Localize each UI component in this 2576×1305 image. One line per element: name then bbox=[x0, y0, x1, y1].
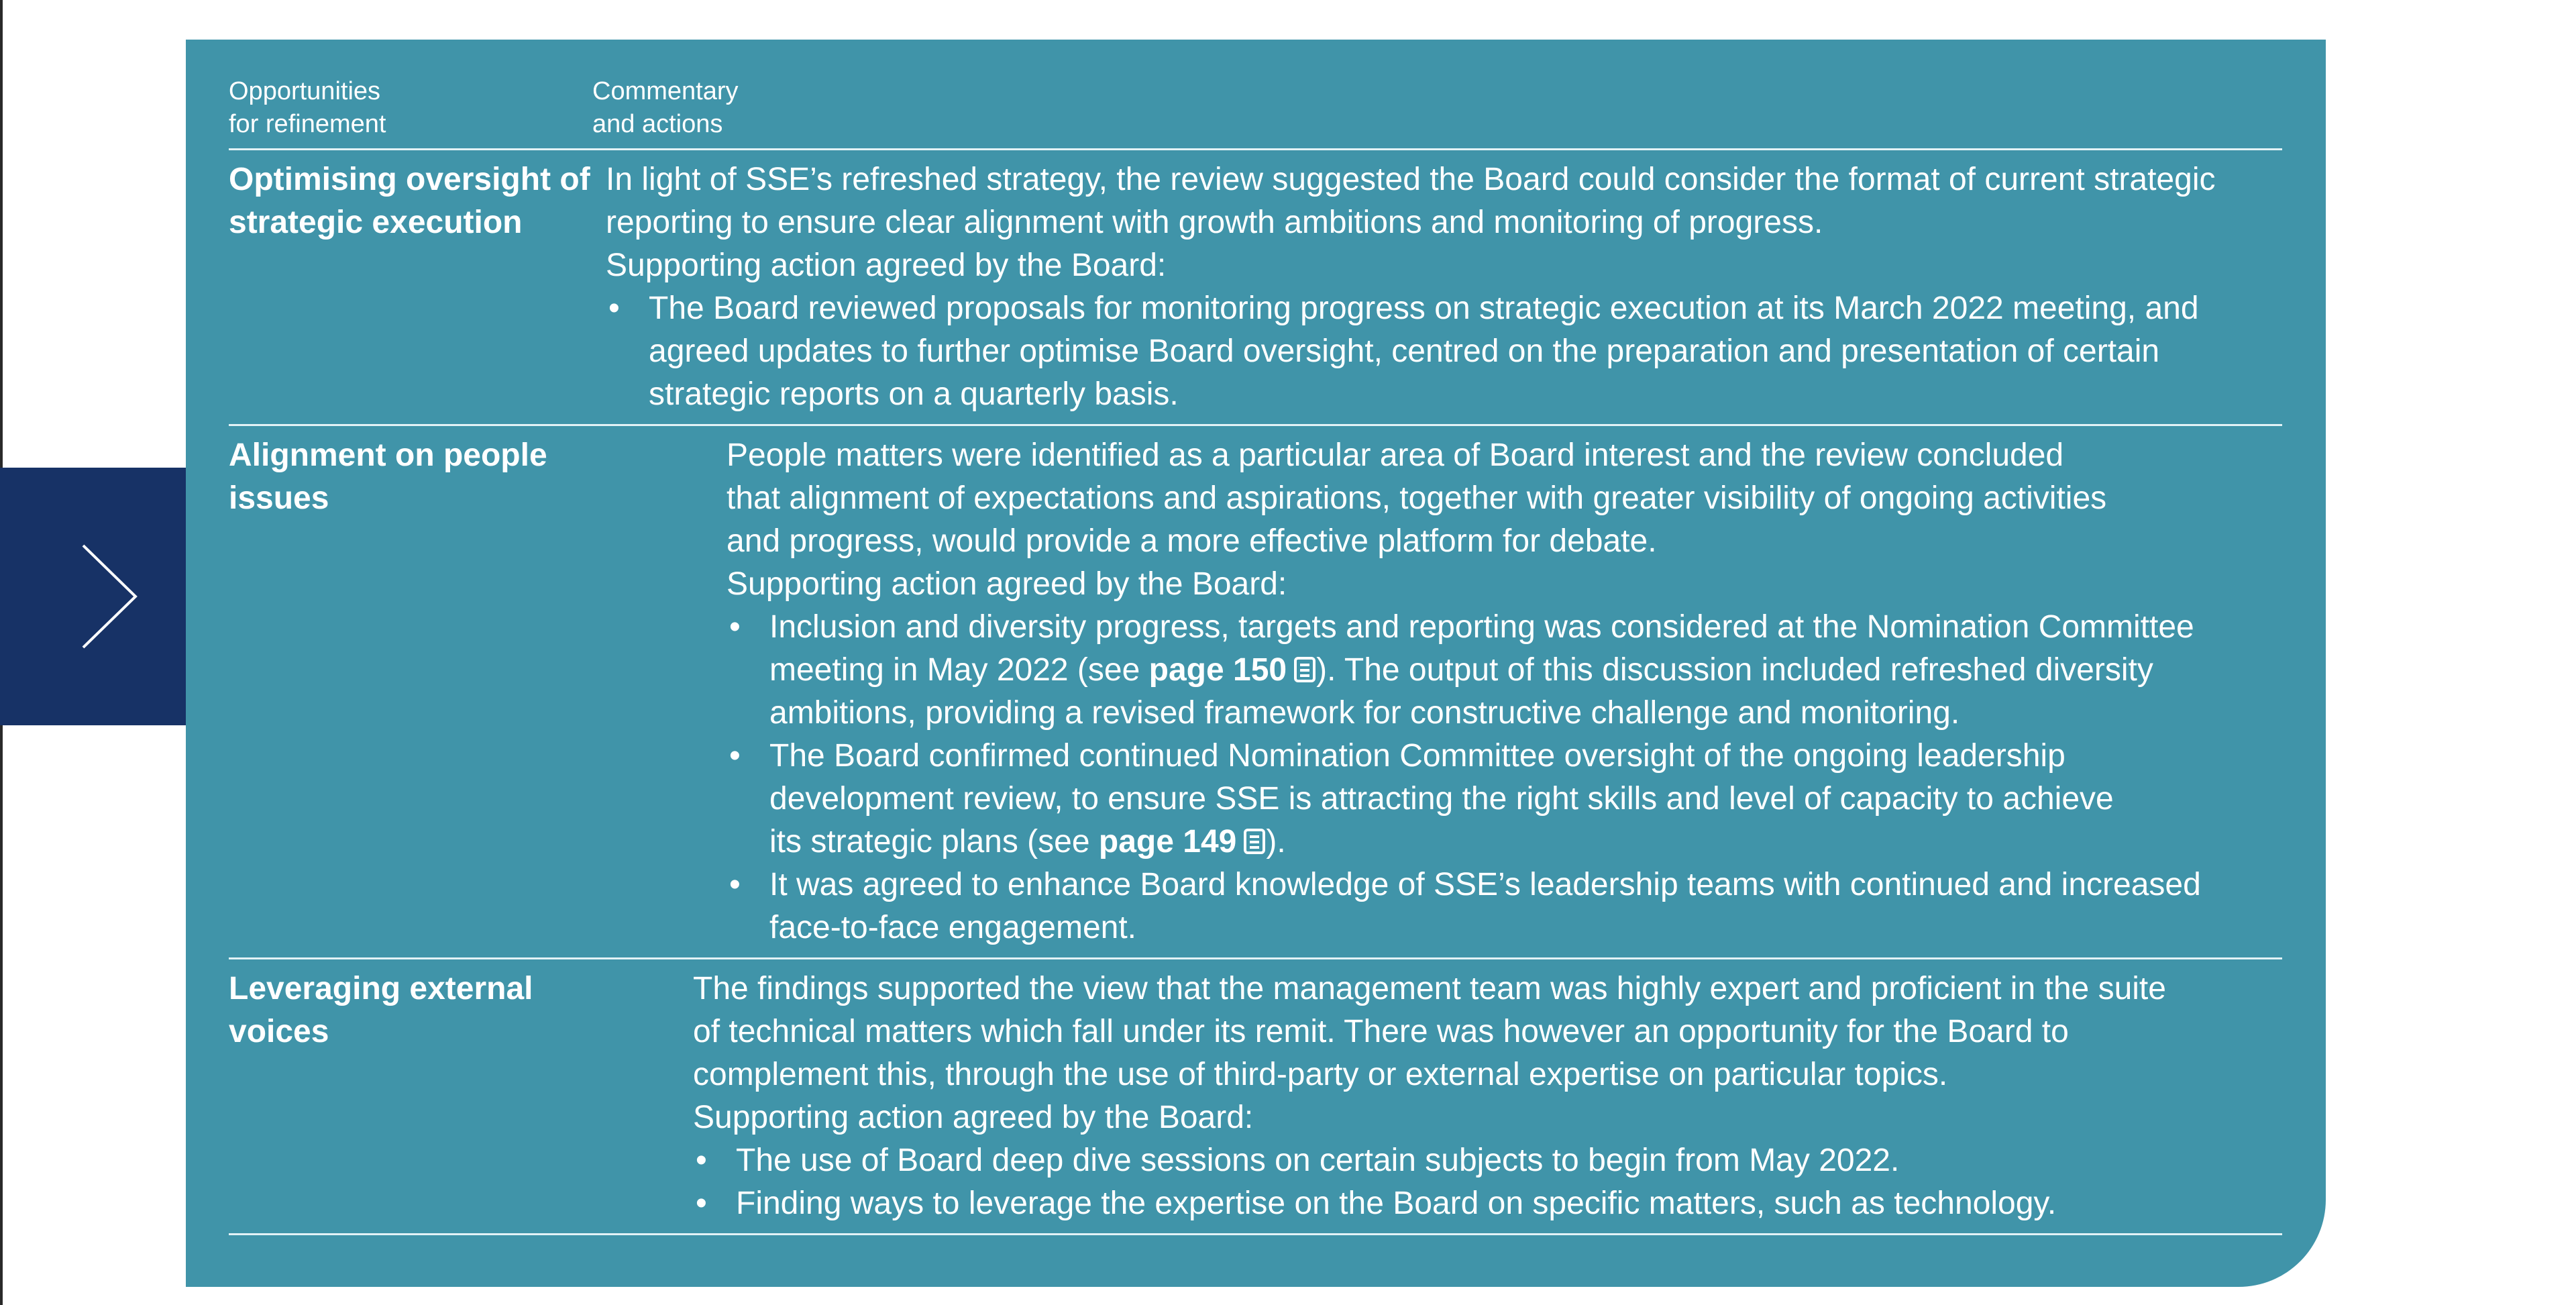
page-reference-label: page 150 bbox=[1148, 652, 1287, 688]
header-opportunities bbox=[229, 75, 592, 141]
bullet-text: Inclusion and diversity progress, targets and reporting was considered at the Nomination Committee meeting in May 2022 (see bbox=[769, 609, 2194, 688]
document-icon bbox=[1243, 828, 1266, 855]
row-commentary bbox=[693, 968, 2282, 1225]
list-item: • The Board reviewed proposals for monitoring progress on strategic execution at its March 2022 meeting, and agreed updates to further optimise Board oversight, centred on the preparation and presentation of certain strategic reports on a quarterly basis. bbox=[606, 287, 2282, 416]
refinement-table bbox=[229, 75, 2282, 1235]
action-list bbox=[606, 287, 2282, 416]
supporting-action-label: Supporting action agreed by the Board: bbox=[727, 566, 1287, 602]
list-item bbox=[727, 606, 2282, 735]
header-commentary-line1: Commentary bbox=[592, 77, 739, 105]
action-list bbox=[727, 606, 2282, 949]
row-title: Leveraging external voices bbox=[229, 971, 533, 1049]
row-intro: In light of SSE’s refreshed strategy, the review suggested the Board could consider the format of current strategic reporting to ensure clear alignment with growth ambitions and monitoring of progress. bbox=[606, 162, 2216, 240]
table-row bbox=[229, 959, 2282, 1235]
header-opportunities-line1: Opportunities bbox=[229, 77, 381, 105]
header-commentary bbox=[592, 75, 2282, 141]
chevron-right-icon bbox=[79, 543, 140, 650]
document-icon bbox=[1293, 656, 1316, 683]
header-commentary-line2: and actions bbox=[592, 110, 723, 138]
list-item bbox=[727, 735, 2282, 864]
page-reference-link[interactable] bbox=[1099, 824, 1266, 859]
table-header-row bbox=[229, 75, 2282, 150]
bullet-text: ). The output of this discussion included refreshed diversity ambitions, providing a revised framework for constructive challenge and monitoring. bbox=[769, 652, 2153, 731]
next-page-tab[interactable] bbox=[0, 468, 187, 725]
list-item: • The use of Board deep dive sessions on certain subjects to begin from May 2022. bbox=[693, 1139, 2282, 1182]
row-intro: The findings supported the view that the management team was highly expert and proficient in the suite of technical matters which fall under its remit. There was however an opportunity for the Board to complement this, through the use of third-party or external expertise on particular topics. bbox=[693, 971, 2166, 1092]
row-commentary bbox=[727, 434, 2282, 949]
page-reference-label: page 149 bbox=[1098, 824, 1237, 859]
page-reference-link[interactable] bbox=[1149, 652, 1316, 688]
supporting-action-label: Supporting action agreed by the Board: bbox=[606, 248, 1167, 283]
row-title: Optimising oversight of strategic execution bbox=[229, 162, 590, 240]
bullet-text: ). bbox=[1266, 824, 1286, 859]
header-opportunities-line2: for refinement bbox=[229, 110, 386, 138]
row-commentary bbox=[606, 158, 2282, 416]
action-list bbox=[693, 1139, 2282, 1225]
list-item: • Finding ways to leverage the expertise on the Board on specific matters, such as technology. bbox=[693, 1182, 2282, 1225]
row-intro: People matters were identified as a particular area of Board interest and the review concluded that alignment of expectations and aspirations, together with greater visibility of ongoing activities and progress, would provide a more effective platform for debate. bbox=[727, 437, 2107, 559]
supporting-action-label: Supporting action agreed by the Board: bbox=[693, 1100, 1254, 1135]
bullet-text: The Board confirmed continued Nomination Committee oversight of the ongoing leadership development review, to ensure SSE is attracting the right skills and level of capacity to achieve its strategic plans (see bbox=[769, 738, 2114, 859]
list-item: • It was agreed to enhance Board knowledge of SSE’s leadership teams with continued and increased face-to-face engagement. bbox=[727, 864, 2282, 949]
table-row bbox=[229, 150, 2282, 426]
table-row bbox=[229, 426, 2282, 959]
row-title: Alignment on people issues bbox=[229, 437, 547, 516]
board-review-panel bbox=[186, 40, 2326, 1287]
